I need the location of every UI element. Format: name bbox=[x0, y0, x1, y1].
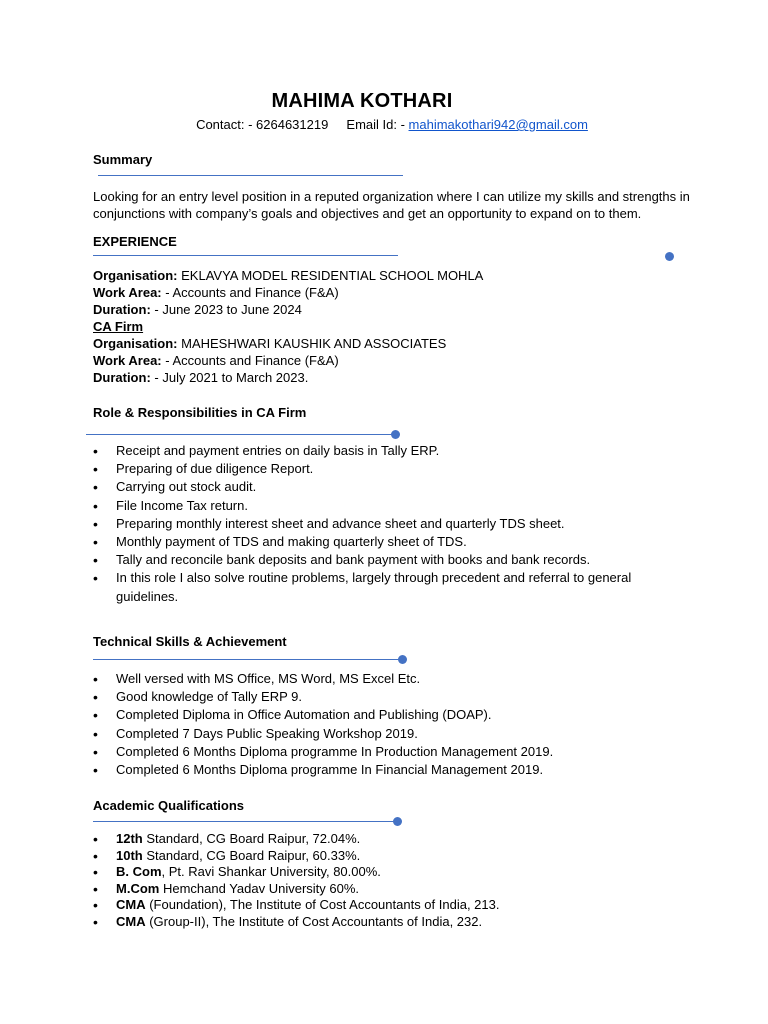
roles-list bbox=[93, 442, 653, 606]
org2-duration-value: - July 2021 to March 2023. bbox=[150, 370, 309, 385]
ca-firm-label: CA Firm bbox=[93, 319, 144, 334]
org1-area-value: - Accounts and Finance (F&A) bbox=[161, 285, 339, 300]
org1-line bbox=[93, 267, 483, 284]
list-item: • Good knowledge of Tally ERP 9. bbox=[93, 688, 653, 706]
list-item bbox=[93, 864, 653, 881]
academics-dot bbox=[393, 817, 402, 826]
org2-area-value: - Accounts and Finance (F&A) bbox=[161, 353, 339, 368]
contact-label: Contact: - bbox=[196, 117, 257, 132]
email-link[interactable]: mahimakothari942@gmail.com bbox=[408, 117, 588, 132]
list-item: • Monthly payment of TDS and making quarterly sheet of TDS. bbox=[93, 533, 653, 551]
roles-rule bbox=[86, 434, 396, 435]
list-item: • Preparing monthly interest sheet and advance sheet and quarterly TDS sheet. bbox=[93, 515, 653, 533]
org2-duration-label: Duration: bbox=[93, 370, 151, 385]
qualification-detail: Standard, CG Board Raipur, 60.33%. bbox=[142, 847, 361, 863]
list-item: • Completed 6 Months Diploma programme In Financial Management 2019. bbox=[93, 761, 653, 779]
qualification-detail: , Pt. Ravi Shankar University, 80.00%. bbox=[161, 864, 381, 879]
phone-number: 6264631219 bbox=[256, 117, 329, 132]
list-item bbox=[93, 848, 653, 865]
list-item: • Tally and reconcile bank deposits and bank payment with books and bank records. bbox=[93, 551, 653, 569]
list-item bbox=[93, 881, 653, 898]
list-item: • Completed 6 Months Diploma programme In Production Management 2019. bbox=[93, 743, 653, 761]
academics-list bbox=[93, 831, 653, 930]
org1-area-label: Work Area: bbox=[93, 285, 162, 300]
contact-line bbox=[0, 117, 768, 132]
org1-label: Organisation: bbox=[93, 268, 178, 283]
org2-area-line bbox=[93, 352, 483, 369]
qualification-detail: (Group-II), The Institute of Cost Accountants of India, 232. bbox=[145, 913, 483, 929]
roles-heading: Role & Responsibilities in CA Firm bbox=[93, 405, 307, 420]
org1-duration-value: - June 2023 to June 2024 bbox=[150, 302, 302, 317]
skills-dot bbox=[398, 655, 407, 664]
list-item: • File Income Tax return. bbox=[93, 497, 653, 515]
qualification-name: M.Com bbox=[116, 880, 160, 896]
qualification-detail: (Foundation), The Institute of Cost Accountants of India, 213. bbox=[145, 897, 500, 912]
list-item: • Well versed with MS Office, MS Word, MS Excel Etc. bbox=[93, 670, 653, 688]
qualification-name: CMA bbox=[116, 897, 146, 912]
list-item bbox=[93, 897, 653, 914]
skills-rule bbox=[93, 659, 403, 660]
org1-area-line bbox=[93, 284, 483, 301]
qualification-detail: Hemchand Yadav University 60%. bbox=[159, 880, 360, 896]
summary-text: Looking for an entry level position in a reputed organization where I can utilize my skills and strengths in conjunctions with company’s goals and objectives and get an opportunity to expand on to them. bbox=[93, 189, 690, 221]
list-item: • In this role I also solve routine problems, largely through precedent and referral to general guidelines. bbox=[93, 569, 653, 605]
academics-rule bbox=[93, 821, 396, 822]
qualification-name: 12th bbox=[116, 831, 143, 846]
summary-heading: Summary bbox=[93, 152, 153, 167]
email-label: Email Id: - bbox=[346, 117, 409, 132]
list-item bbox=[93, 831, 653, 848]
list-item: • Completed Diploma in Office Automation and Publishing (DOAP). bbox=[93, 706, 653, 724]
experience-dot bbox=[665, 252, 674, 261]
skills-list bbox=[93, 670, 653, 779]
experience-rule bbox=[93, 255, 398, 256]
org1-duration-label: Duration: bbox=[93, 302, 151, 317]
roles-dot bbox=[391, 430, 400, 439]
list-item: • Completed 7 Days Public Speaking Workshop 2019. bbox=[93, 725, 653, 743]
org2-duration-line bbox=[93, 369, 483, 386]
list-item: • Receipt and payment entries on daily basis in Tally ERP. bbox=[93, 442, 653, 460]
org2-label: Organisation: bbox=[93, 336, 178, 351]
qualification-name: 10th bbox=[116, 847, 143, 863]
org1-value: EKLAVYA MODEL RESIDENTIAL SCHOOL MOHLA bbox=[177, 268, 484, 283]
org2-area-label: Work Area: bbox=[93, 353, 162, 368]
candidate-name: MAHIMA KOTHARI bbox=[271, 90, 453, 112]
org2-value: MAHESHWARI KAUSHIK AND ASSOCIATES bbox=[177, 336, 447, 351]
qualification-detail: Standard, CG Board Raipur, 72.04%. bbox=[142, 831, 361, 846]
experience-heading: EXPERIENCE bbox=[93, 234, 177, 249]
org1-duration-line bbox=[93, 301, 483, 318]
ca-firm-line bbox=[93, 318, 483, 335]
experience-details bbox=[93, 267, 483, 386]
qualification-name: B. Com bbox=[116, 864, 162, 879]
academics-heading: Academic Qualifications bbox=[93, 798, 244, 813]
qualification-name: CMA bbox=[116, 913, 146, 929]
list-item: • Carrying out stock audit. bbox=[93, 478, 653, 496]
skills-heading: Technical Skills & Achievement bbox=[93, 634, 287, 649]
list-item bbox=[93, 914, 653, 931]
summary-rule bbox=[98, 175, 403, 176]
list-item: • Preparing of due diligence Report. bbox=[93, 460, 653, 478]
org2-line bbox=[93, 335, 483, 352]
